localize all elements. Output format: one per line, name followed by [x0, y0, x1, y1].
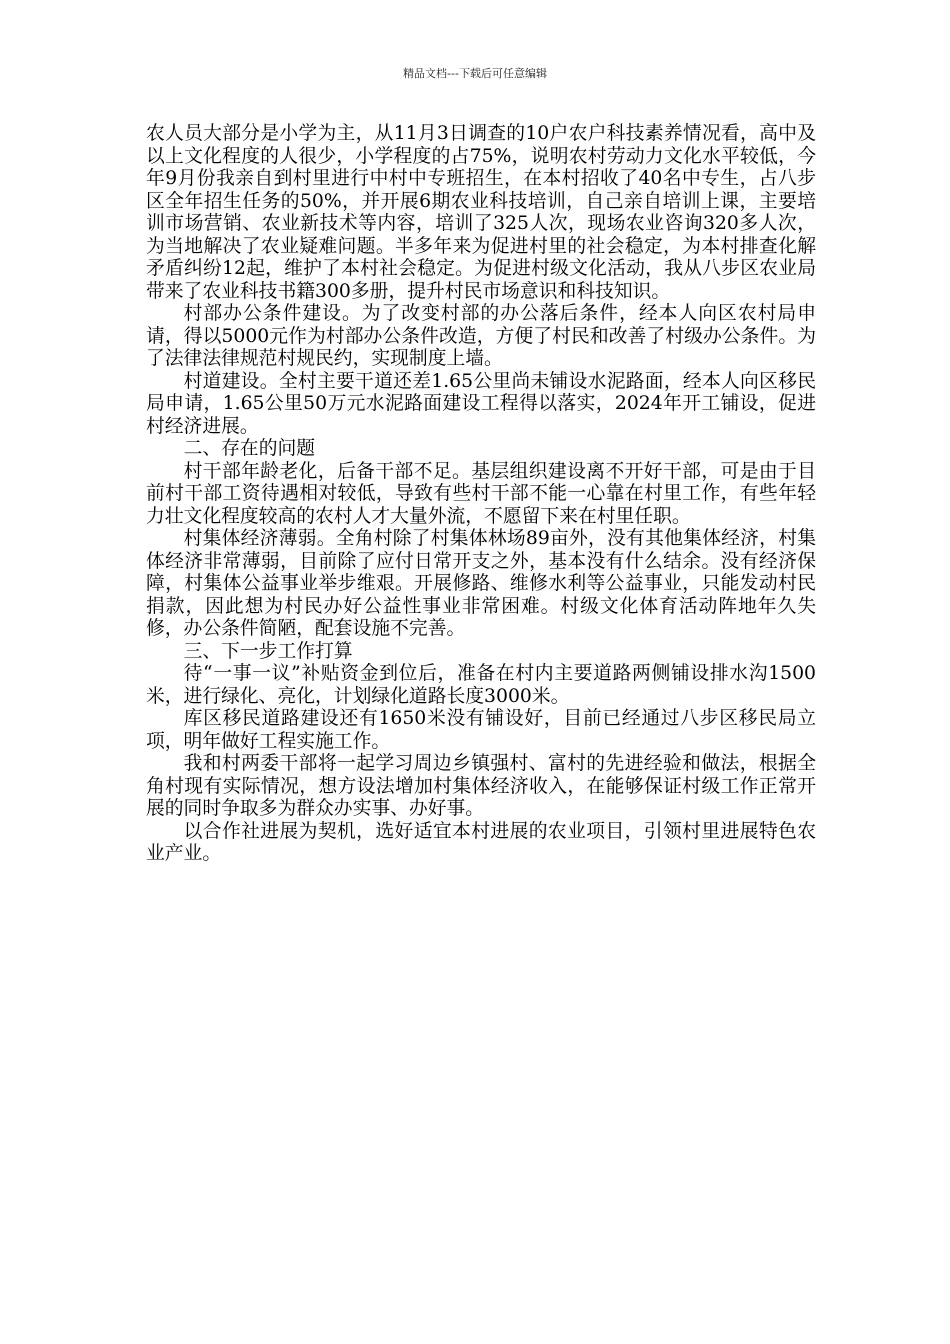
section-heading-problems: 二、存在的问题: [183, 438, 316, 459]
page-header: 精品文档---下载后可任意编辑: [403, 67, 547, 80]
document-body: [146, 123, 816, 866]
paragraph-3: 村道建设。全村主要干道还差1.65公里尚未铺设水泥路面，经本人向区移民局申请，1.65公里50万元水泥路面建设工程得以落实，2024年开工铺设，促进村经济进展。: [146, 370, 816, 437]
paragraph-9: 以合作社进展为契机，选好适宜本村进展的农业项目，引领村里进展特色农业产业。: [146, 820, 816, 864]
section-heading-next-steps: 三、下一步工作打算: [183, 640, 353, 662]
paragraph-4: 村干部年龄老化，后备干部不足。基层组织建设离不开好干部，可是由于目前村干部工资待遇相对较低，导致有些村干部不能一心靠在村里工作，有些年轻力壮文化程度较高的农村人才大量外流，不愿留下来在村里任职。: [146, 460, 816, 527]
paragraph-5: 村集体经济薄弱。全角村除了村集体林场89亩外，没有其他集体经济，村集体经济非常薄弱，目前除了应付日常开支之外，基本没有什么结余。没有经济保障，村集体公益事业举步维艰。开展修路、维修水利等公益事业，只能发动村民捐款，因此想为村民办好公益性事业非常困难。村级文化体育活动阵地年久失修，办公条件简陋，配套设施不完善。: [146, 528, 816, 639]
paragraph-1: 农人员大部分是小学为主，从11月3日调查的10户农户科技素养情况看，高中及以上文化程度的人很少，小学程度的占75%，说明农村劳动力文化水平较低，今年9月份我亲自到村里进行中村中专班招生，在本村招收了40名中专生，占八步区全年招生任务的50%，并开展6期农业科技培训，自己亲自培训上课，主要培训市场营销、农业新技术等内容，培训了325人次，现场农业咨询320多人次，为当地解决了农业疑难问题。半多年来为促进村里的社会稳定，为本村排查化解矛盾纠纷12起，维护了本村社会稳定。为促进村级文化活动，我从八步区农业局带来了农业科技书籍300多册，提升村民市场意识和科技知识。: [146, 123, 816, 302]
paragraph-8: 我和村两委干部将一起学习周边乡镇强村、富村的先进经验和做法，根据全角村现有实际情况，想方设法增加村集体经济收入，在能够保证村级工作正常开展的同时争取多为群众办实事、办好事。: [146, 753, 816, 819]
paragraph-7: 库区移民道路建设还有1650米没有铺设好，目前已经通过八步区移民局立项，明年做好工程实施工作。: [146, 708, 816, 752]
paragraph-2: 村部办公条件建设。为了改变村部的办公落后条件，经本人向区农村局申请，得以5000元作为村部办公条件改造，方便了村民和改善了村级办公条件。为了法律法律规范村规民约，实现制度上墙。: [146, 303, 816, 369]
paragraph-6: 待“一事一议”补贴资金到位后，准备在村内主要道路两侧铺设排水沟1500米，进行绿化、亮化，计划绿化道路长度3000米。: [146, 663, 816, 707]
